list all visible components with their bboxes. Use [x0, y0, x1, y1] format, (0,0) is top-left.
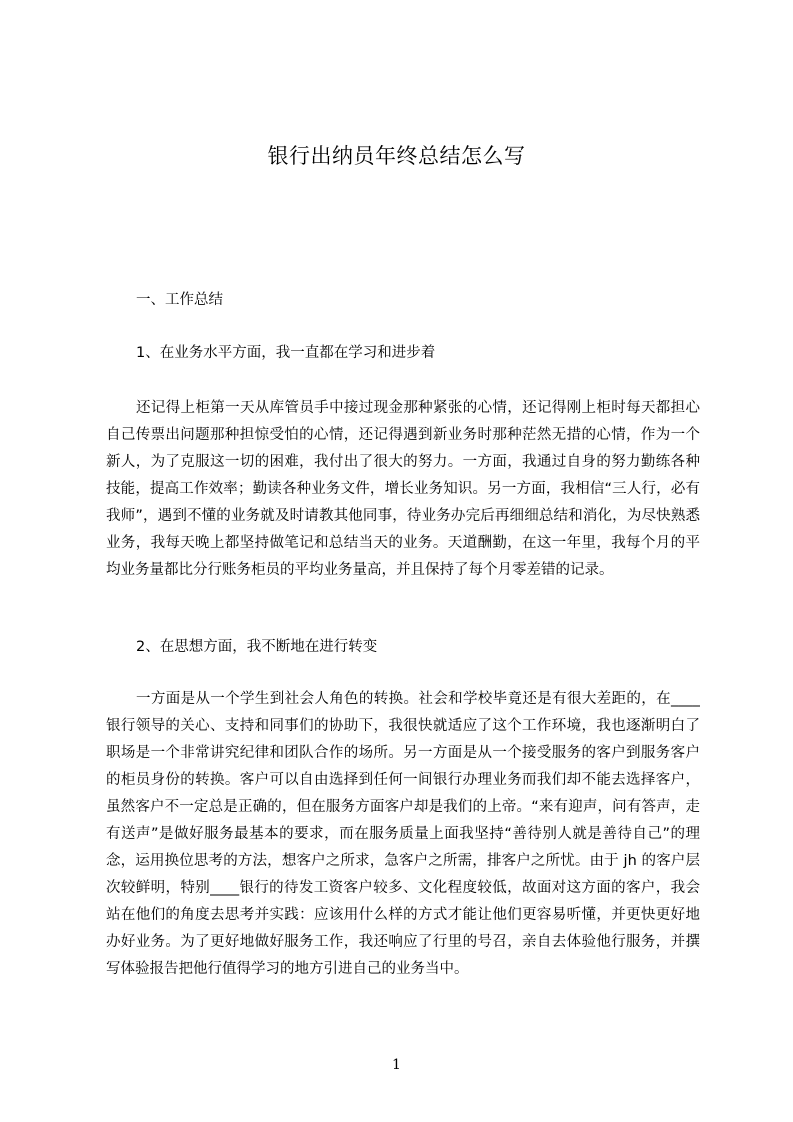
- page-title: 银行出纳员年终总结怎么写: [267, 144, 526, 168]
- paragraph-1: 还记得上柜第一天从库管员手中接过现金那种紧张的心情，还记得刚上柜时每天都担心自己传票出问题那种担惊受怕的心情，还记得遇到新业务时那种茫然无措的心情，作为一个新人，为了克服这一切的困难，我付出了很大的努力。一方面，我通过自身的努力勤练各种技能，提高工作效率；勤读各种业务文件，增长业务知识。另一方面，我相信“三人行，必有我师”，遇到不懂的业务就及时请教其他同事，待业务办完后再细细总结和消化，为尽快熟悉业务，我每天晚上都坚持做笔记和总结当天的业务。天道酬勤，在这一年里，我每个月的平均业务量都比分行账务柜员的平均业务量高，并且保持了每个月零差错的记录。: [106, 400, 700, 578]
- subsection-heading-1: 1、在业务水平方面，我一直都在学习和进步着: [136, 345, 436, 361]
- subsection-heading-2: 2、在思想方面，我不断地在进行转变: [136, 639, 378, 655]
- page-number: 1: [392, 1057, 401, 1073]
- paragraph-2: 一方面是从一个学生到社会人角色的转换。社会和学校毕竟还是有很大差距的，在____银行领导的关心、支持和同事们的协助下，我很快就适应了这个工作环境，我也逐渐明白了职场是一个非常讲究纪律和团队合作的场所。另一方面是从一个接受服务的客户到服务客户的柜员身份的转换。客户可以自由选择到任何一间银行办理业务而我们却不能去选择客户，虽然客户不一定总是正确的，但在服务方面客户却是我们的上帝。“来有迎声，问有答声，走有送声”是做好服务最基本的要求，而在服务质量上面我坚持“善待别人就是善待自己”的理念，运用换位思考的方法，想客户之所求，急客户之所需，排客户之所忧。由于 jh 的客户层次较鲜明，特别____银行的待发工资客户较多、文化程度较低，故面对这方面的客户，我会站在他们的角度去思考并实践：应该用什么样的方式才能让他们更容易听懂，并更快更好地办好业务。为了更好地做好服务工作，我还响应了行里的号召，亲自去体验他行服务，并撰写体验报告把他行值得学习的地方引进自己的业务当中。: [106, 691, 700, 977]
- section-heading: 一、工作总结: [136, 292, 223, 308]
